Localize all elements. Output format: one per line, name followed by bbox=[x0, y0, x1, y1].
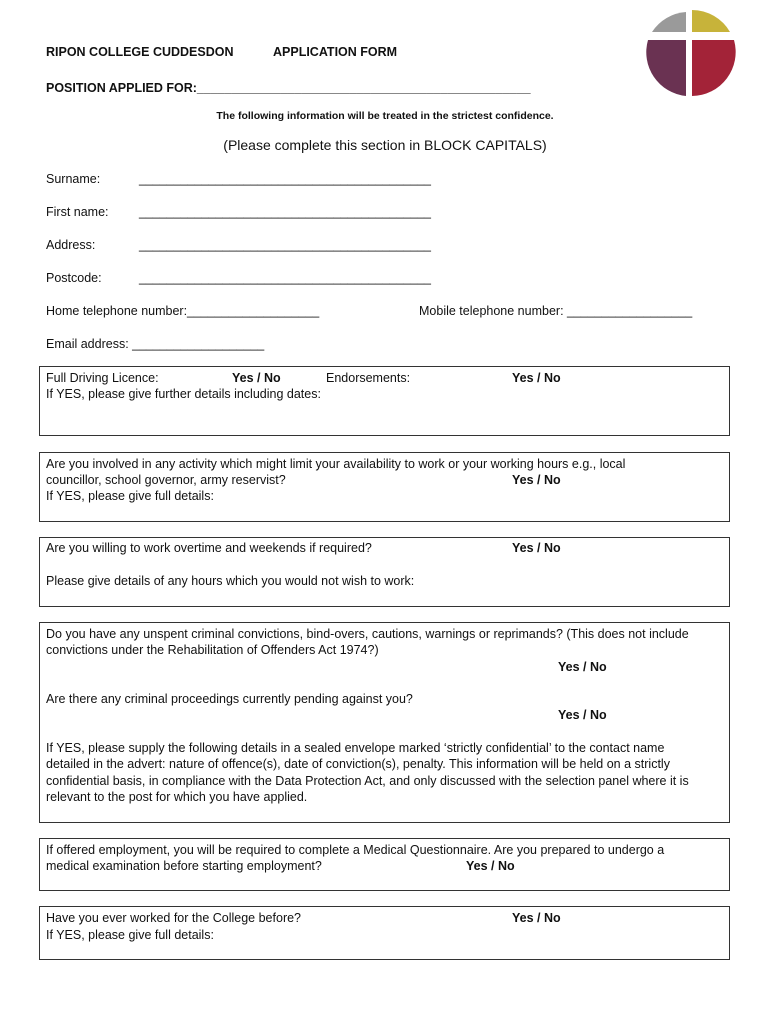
address-field[interactable]: __________________________________________ bbox=[139, 238, 431, 252]
home-phone-field[interactable]: Home telephone number:___________________ bbox=[46, 304, 320, 318]
pending-proceedings-yes-no[interactable]: Yes / No bbox=[558, 708, 607, 722]
pending-proceedings-question: Are there any criminal proceedings currently pending against you? bbox=[46, 692, 413, 706]
college-logo bbox=[640, 8, 740, 100]
overtime-question: Are you willing to work overtime and weekends if required? bbox=[46, 541, 372, 555]
endorsements-yes-no[interactable]: Yes / No bbox=[512, 371, 561, 385]
previous-employment-yes-no[interactable]: Yes / No bbox=[512, 911, 561, 925]
block-capitals-note: (Please complete this section in BLOCK CAPITALS) bbox=[223, 137, 547, 153]
postcode-label: Postcode: bbox=[46, 271, 102, 285]
form-title: APPLICATION FORM bbox=[273, 45, 398, 59]
driving-licence-label: Full Driving Licence: bbox=[46, 371, 159, 385]
medical-question-line2: medical examination before starting employment? bbox=[46, 859, 322, 873]
previous-employment-question: Have you ever worked for the College before? bbox=[46, 911, 302, 925]
address-label: Address: bbox=[46, 238, 96, 252]
logo-yellow-segment bbox=[692, 10, 730, 32]
logo-grey-segment bbox=[652, 12, 686, 32]
confidential-note: The following information will be treated in the strictest confidence. bbox=[216, 110, 554, 122]
criminal-convictions-yes-no[interactable]: Yes / No bbox=[558, 660, 607, 674]
medical-yes-no[interactable]: Yes / No bbox=[466, 859, 515, 873]
criminal-note-line2: detailed in the advert: nature of offence(s), date of conviction(s), penalty. This information will be held on a strictly bbox=[46, 757, 670, 771]
medical-question-line1: If offered employment, you will be required to complete a Medical Questionnaire. Are you prepared to undergo a bbox=[46, 843, 665, 857]
logo-red-segment bbox=[692, 40, 736, 96]
overtime-details-label: Please give details of any hours which you would not wish to work: bbox=[46, 574, 415, 588]
surname-field[interactable]: __________________________________________ bbox=[139, 172, 431, 186]
driving-details-label: If YES, please give further details including dates: bbox=[46, 387, 321, 401]
college-name: RIPON COLLEGE CUDDESDON bbox=[46, 45, 234, 59]
driving-licence-yes-no[interactable]: Yes / No bbox=[232, 371, 281, 385]
email-field[interactable]: Email address: ___________________ bbox=[46, 337, 265, 351]
activity-question-line2: councillor, school governor, army reservist? bbox=[46, 473, 286, 487]
mobile-phone-field[interactable]: Mobile telephone number: __________________ bbox=[419, 304, 693, 318]
criminal-question-line2: convictions under the Rehabilitation of Offenders Act 1974?) bbox=[46, 643, 379, 657]
criminal-note-line3: confidential basis, in compliance with the Data Protection Act, and only discussed with the selection panel where it is bbox=[46, 774, 689, 788]
activity-question-line1: Are you involved in any activity which might limit your availability to work or your working hours e.g., local bbox=[46, 457, 626, 471]
activity-details-label: If YES, please give full details: bbox=[46, 489, 214, 503]
criminal-note-line4: relevant to the post for which you have applied. bbox=[46, 790, 308, 804]
postcode-field[interactable]: __________________________________________ bbox=[139, 271, 431, 285]
criminal-question-line1: Do you have any unspent criminal convictions, bind-overs, cautions, warnings or reprimands? (This does not include bbox=[46, 627, 689, 641]
firstname-field[interactable]: __________________________________________ bbox=[139, 205, 431, 219]
logo-purple-segment bbox=[646, 40, 686, 96]
position-applied-field[interactable]: POSITION APPLIED FOR:________________________________________________ bbox=[46, 81, 531, 95]
previous-employment-details-label: If YES, please give full details: bbox=[46, 928, 214, 942]
endorsements-label: Endorsements: bbox=[326, 371, 411, 385]
activity-yes-no[interactable]: Yes / No bbox=[512, 473, 561, 487]
firstname-label: First name: bbox=[46, 205, 109, 219]
surname-label: Surname: bbox=[46, 172, 101, 186]
criminal-note-line1: If YES, please supply the following details in a sealed envelope marked ‘strictly confidential’ to the contact name bbox=[46, 741, 665, 755]
overtime-yes-no[interactable]: Yes / No bbox=[512, 541, 561, 555]
